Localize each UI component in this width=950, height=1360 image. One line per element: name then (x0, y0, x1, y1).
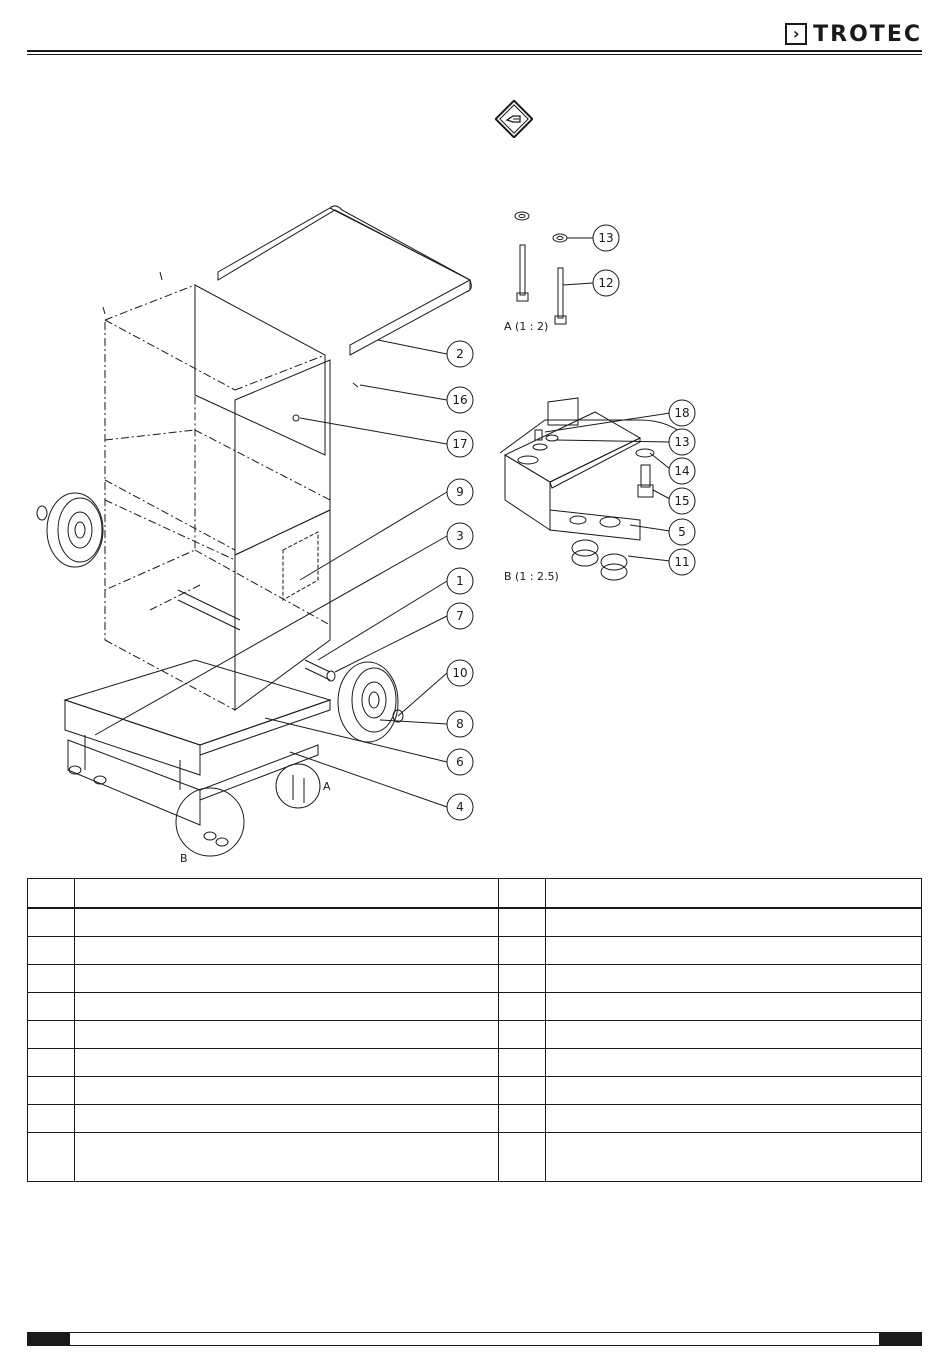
table-row (28, 965, 922, 993)
footer-left-block (28, 1333, 70, 1345)
marker-b: B (180, 852, 188, 865)
callout-13-b: 13 (674, 435, 690, 449)
callout-15: 15 (674, 494, 690, 508)
header-no (28, 879, 75, 909)
header-description-2 (546, 879, 922, 909)
callout-7: 7 (456, 609, 464, 623)
callout-18: 18 (674, 406, 690, 420)
table-row (28, 1077, 922, 1105)
parts-table (27, 878, 922, 1182)
table-row (28, 1133, 922, 1182)
header-rule (27, 50, 922, 52)
callout-5: 5 (678, 525, 686, 539)
footer-right-block (879, 1333, 921, 1345)
callout-8: 8 (456, 717, 464, 731)
callout-6: 6 (456, 755, 464, 769)
table-row (28, 1021, 922, 1049)
callout-17: 17 (452, 437, 468, 451)
callout-11: 11 (674, 555, 690, 569)
callout-12: 12 (598, 276, 614, 290)
table-row (28, 908, 922, 937)
table-row (28, 1105, 922, 1133)
callout-10: 10 (452, 666, 468, 680)
detail-b-label: B (1 : 2.5) (504, 570, 559, 583)
trotec-logo (785, 22, 922, 46)
table-row (28, 1049, 922, 1077)
callout-14: 14 (674, 464, 690, 478)
callout-3: 3 (456, 529, 464, 543)
callout-16: 16 (452, 393, 468, 407)
marker-a: A (323, 780, 331, 793)
callout-9: 9 (456, 485, 464, 499)
logo-chevron-icon: › (785, 23, 807, 45)
info-note-icon (495, 100, 533, 138)
detail-a-label: A (1 : 2) (504, 320, 549, 333)
table-header-row (28, 879, 922, 909)
table-row (28, 993, 922, 1021)
header-no-2 (499, 879, 546, 909)
exploded-assembly-drawing (0, 190, 950, 880)
header-description (75, 879, 499, 909)
table-row (28, 937, 922, 965)
callout-1: 1 (456, 574, 464, 588)
header-rule-thin (27, 54, 922, 55)
callout-4: 4 (456, 800, 464, 814)
logo-text: TROTEC (813, 21, 922, 47)
callout-2: 2 (456, 347, 464, 361)
callout-13-a: 13 (598, 231, 614, 245)
footer-bar (27, 1332, 922, 1346)
